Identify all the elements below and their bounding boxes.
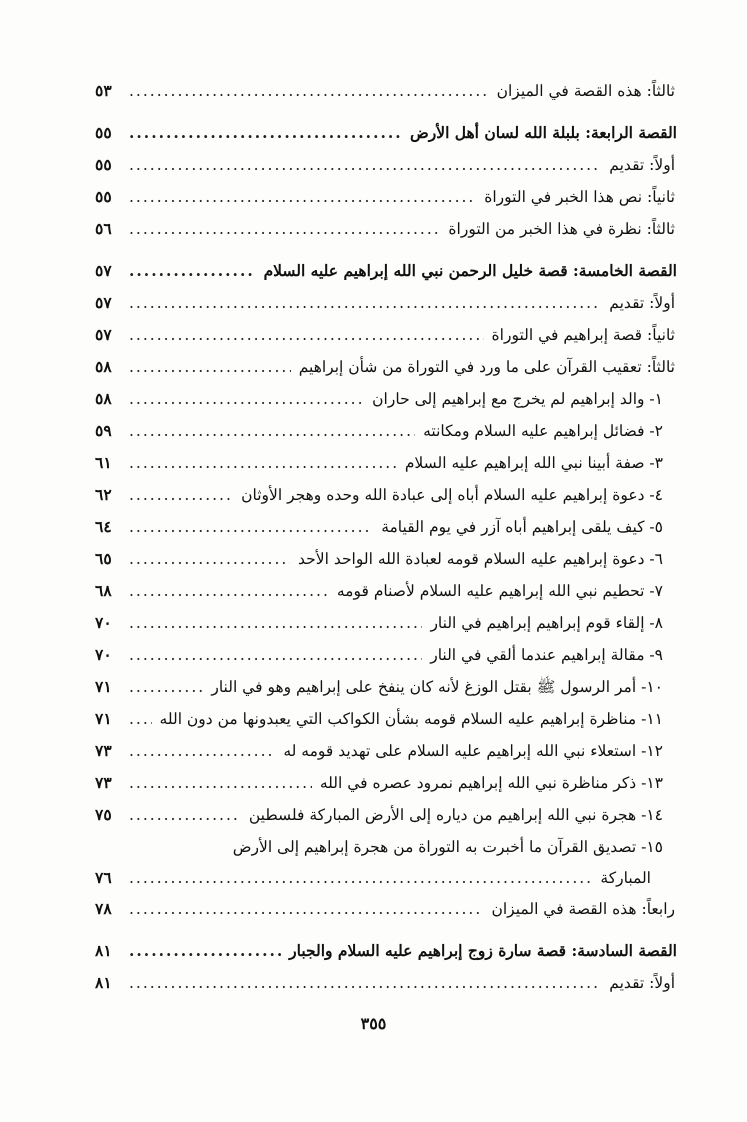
toc-entry[interactable]	[95, 383, 677, 415]
toc-entry[interactable]	[95, 415, 677, 447]
toc-entry-title: ١١- مناظرة إبراهيم عليه السلام قومه بشأن الكواكب التي يعبدونها من دون الله	[159, 710, 663, 728]
toc-entry-title: المباركة	[600, 869, 651, 887]
toc-entry-title: القصة الخامسة: قصة خليل الرحمن نبي الله إبراهيم عليه السلام	[263, 261, 677, 280]
toc-entry-page: ٨١	[95, 973, 112, 992]
toc-entry-page: ٥٥	[95, 187, 112, 206]
toc-entry[interactable]	[95, 479, 677, 511]
toc-entry[interactable]	[95, 639, 677, 671]
toc-entry-title: ٩- مقالة إبراهيم عندما ألقي في النار	[430, 646, 663, 664]
toc-entry-page: ٧٠	[95, 645, 112, 664]
toc-entry-page: ٦٨	[95, 581, 112, 600]
leader-dots	[129, 319, 484, 351]
toc-entry-title: ٣- صفة أبينا نبي الله إبراهيم عليه السلام	[404, 454, 663, 472]
toc-entry-page: ٦٢	[95, 485, 112, 504]
leader-dots	[129, 607, 422, 639]
leader-dots	[129, 799, 241, 831]
toc-entry-title: أولاً: تقديم	[609, 294, 675, 312]
leader-dots	[129, 287, 601, 319]
leader-dots	[129, 447, 397, 479]
leader-dots	[129, 213, 440, 245]
leader-dots	[129, 415, 415, 447]
toc-entry[interactable]	[95, 735, 677, 767]
toc-entry[interactable]	[95, 607, 677, 639]
toc-entry[interactable]	[95, 149, 677, 181]
leader-dots	[129, 351, 291, 383]
leader-dots	[129, 383, 364, 415]
toc-entry-page: ٥٥	[95, 155, 112, 174]
toc-entry[interactable]	[95, 799, 677, 831]
toc-entry-title: ثالثاً: نظرة في هذا الخبر من التوراة	[448, 220, 675, 238]
toc-entry-title: ثانياً: قصة إبراهيم في التوراة	[491, 326, 675, 344]
toc-entry[interactable]	[95, 671, 677, 703]
toc-entry-title: ١٣- ذكر مناظرة نبي الله إبراهيم نمرود عصره في الله	[319, 774, 663, 792]
leader-dots	[129, 117, 402, 149]
leader-dots	[129, 767, 312, 799]
leader-dots	[129, 479, 233, 511]
toc-entry-title: ١٤- هجرة نبي الله إبراهيم من دياره إلى الأرض المباركة فلسطين	[248, 806, 663, 824]
toc-entry-page: ٧١	[95, 709, 112, 728]
toc-entry[interactable]	[95, 213, 677, 245]
toc-entry-page: ٧٣	[95, 741, 112, 760]
leader-dots	[129, 639, 422, 671]
toc-entry-page: ٧٣	[95, 773, 112, 792]
toc-entry-title: ٢- فضائل إبراهيم عليه السلام ومكانته	[423, 422, 663, 440]
toc-entry[interactable]	[95, 575, 677, 607]
leader-dots	[129, 967, 601, 999]
leader-dots	[129, 181, 476, 213]
leader-dots	[129, 735, 275, 767]
toc-entry-title: ٧- تحطيم نبي الله إبراهيم عليه السلام لأصنام قومه	[336, 582, 663, 600]
toc-entry[interactable]	[95, 181, 677, 213]
leader-dots	[129, 511, 373, 543]
toc-section-heading[interactable]	[95, 117, 677, 149]
toc-entry-page: ٦٤	[95, 517, 112, 536]
leader-dots	[129, 703, 152, 735]
toc-entry-title: أولاً: تقديم	[609, 974, 675, 992]
toc-entry-page: ٧٠	[95, 613, 112, 632]
toc-entry[interactable]	[95, 703, 677, 735]
toc-entry-title: ٦- دعوة إبراهيم عليه السلام قومه لعبادة الله الواحد الأحد	[298, 550, 663, 568]
toc-entry[interactable]	[95, 511, 677, 543]
toc-entry[interactable]	[95, 767, 677, 799]
toc-entry-title: ٨- إلقاء قوم إبراهيم إبراهيم في النار	[430, 614, 663, 632]
toc-entry-page: ٧٨	[95, 899, 112, 918]
leader-dots	[129, 671, 203, 703]
toc-entry-page: ٥٧	[95, 261, 112, 280]
toc-entry-title: القصة الرابعة: بلبلة الله لسان أهل الأرض	[410, 123, 677, 142]
toc-section-heading[interactable]	[95, 255, 677, 287]
leader-dots	[129, 75, 489, 107]
toc-entry-title: ثالثاً: تعقيب القرآن على ما ورد في التوراة من شأن إبراهيم	[298, 358, 675, 376]
toc-entry[interactable]	[95, 543, 677, 575]
leader-dots	[129, 863, 592, 893]
toc-entry-page: ٧٦	[95, 868, 112, 887]
toc-entry-page: ٥٥	[95, 123, 112, 142]
toc-entry-page: ٦٥	[95, 549, 112, 568]
toc-entry[interactable]	[95, 893, 677, 925]
toc-entry[interactable]	[95, 319, 677, 351]
toc-entry[interactable]	[95, 351, 677, 383]
toc-entry[interactable]	[95, 967, 677, 999]
toc-entry-title: ١٥- تصديق القرآن ما أخبرت به التوراة من هجرة إبراهيم إلى الأرض	[232, 838, 663, 856]
leader-dots	[129, 575, 329, 607]
toc-entry-title: ثالثاً: هذه القصة في الميزان	[496, 82, 675, 100]
toc-entry[interactable]	[95, 75, 677, 107]
toc-entry-title: ١- والد إبراهيم لم يخرج مع إبراهيم إلى حاران	[372, 390, 663, 408]
toc-entry[interactable]	[95, 287, 677, 319]
toc-entry-page: ٥٨	[95, 357, 112, 376]
toc-entry-title: القصة السادسة: قصة سارة زوج إبراهيم عليه السلام والجبار	[289, 941, 677, 960]
table-of-contents	[95, 75, 677, 999]
toc-entry-page: ٦١	[95, 453, 112, 472]
toc-entry-page: ٥٦	[95, 219, 112, 238]
leader-dots	[129, 893, 483, 925]
toc-entry-page: ٥٣	[95, 81, 112, 100]
leader-dots	[129, 255, 256, 287]
toc-entry-page: ٨١	[95, 941, 112, 960]
toc-entry-page: ٥٧	[95, 293, 112, 312]
toc-entry-title: ١٢- استعلاء نبي الله إبراهيم عليه السلام على تهديد قومه له	[283, 742, 663, 760]
toc-entry-title: ٤- دعوة إبراهيم عليه السلام أباه إلى عبادة الله وحده وهجر الأوثان	[241, 486, 663, 504]
toc-entry-title: ١٠- أمر الرسول ﷺ بقتل الوزغ لأنه كان ينفخ على إبراهيم وهو في النار	[211, 678, 663, 696]
toc-entry-title: ٥- كيف يلقى إبراهيم أباه آزر في يوم القيامة	[381, 518, 663, 536]
toc-entry-continuation[interactable]	[95, 863, 677, 893]
toc-entry-title: ثانياً: نص هذا الخبر في التوراة	[484, 188, 675, 206]
toc-entry-title: رابعاً: هذه القصة في الميزان	[491, 900, 675, 918]
toc-entry-page: ٧٥	[95, 805, 112, 824]
toc-entry-page: ٥٧	[95, 325, 112, 344]
toc-entry[interactable]	[95, 831, 677, 863]
toc-entry-title: أولاً: تقديم	[609, 156, 675, 174]
leader-dots	[129, 935, 281, 967]
toc-entry-page: ٥٩	[95, 421, 112, 440]
toc-entry-page: ٧١	[95, 677, 112, 696]
toc-entry[interactable]	[95, 447, 677, 479]
leader-dots	[129, 149, 601, 181]
leader-dots	[129, 543, 290, 575]
page-number: ٣٥٥	[360, 1014, 387, 1033]
toc-entry-page: ٥٨	[95, 389, 112, 408]
toc-section-heading[interactable]	[95, 935, 677, 967]
